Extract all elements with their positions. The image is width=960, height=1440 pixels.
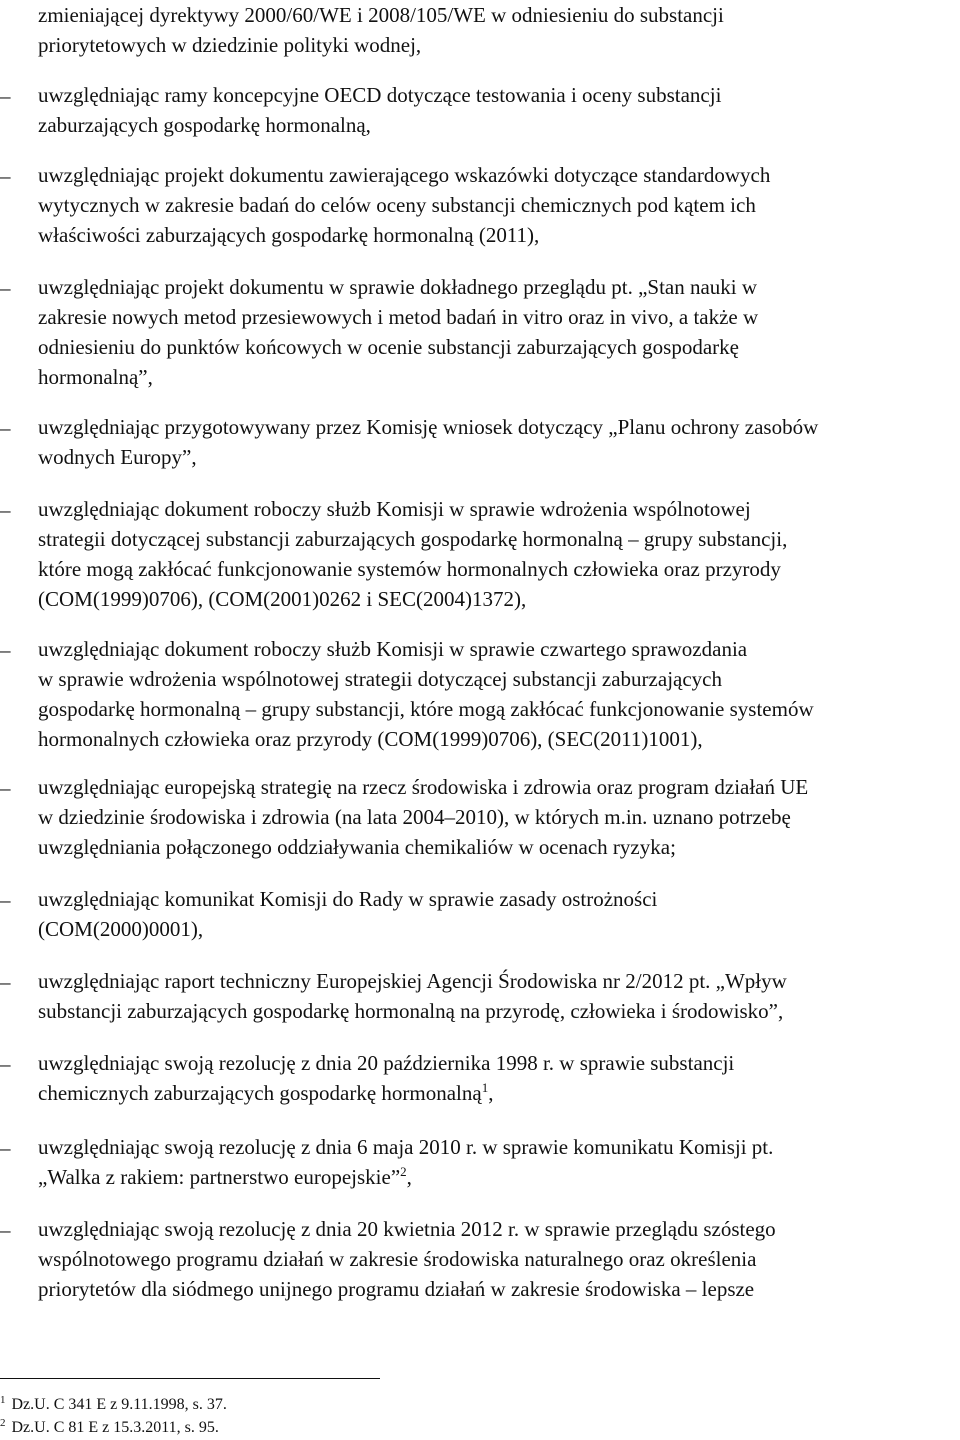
text-line: uwzględniania połączonego oddziaływania chemikaliów w ocenach ryzyka; [38, 835, 676, 859]
recital-text [38, 966, 958, 1026]
footnote-text: Dz.U. C 341 E z 9.11.1998, s. 37. [11, 1396, 227, 1413]
text-line: odniesieniu do punktów końcowych w ocenie substancji zaburzających gospodarkę [38, 335, 739, 359]
text-line [38, 1162, 958, 1192]
text-line: właściwości zaburzających gospodarkę hormonalną (2011), [38, 223, 540, 247]
recital-text [38, 772, 958, 862]
recital-text [38, 160, 958, 250]
recital-text [38, 412, 958, 472]
dash-marker: – [0, 1218, 11, 1242]
text-line: zakresie nowych metod przesiewowych i metod badań in vitro oraz in vivo, a także w [38, 305, 759, 329]
text-line: uwzględniając projekt dokumentu w sprawie dokładnego przeglądu pt. „Stan nauki w [38, 275, 758, 299]
dash-marker: – [0, 416, 11, 440]
text-line: wspólnotowego programu działań w zakresie środowiska naturalnego oraz określenia [38, 1247, 757, 1271]
recital-text [38, 884, 958, 944]
footnote [0, 1413, 219, 1438]
text-line: które mogą zakłócać funkcjonowanie systemów hormonalnych człowieka oraz przyrody [38, 557, 781, 581]
text-line: w sprawie wdrożenia wspólnotowej strategii dotyczącej substancji zaburzających [38, 667, 722, 691]
text-line: (COM(1999)0706), (COM(2001)0262 i SEC(2004)1372), [38, 587, 527, 611]
dash-marker: – [0, 970, 11, 994]
text-line: strategii dotyczącej substancji zaburzających gospodarkę hormonalną – grupy substancji, [38, 527, 788, 551]
recital-text [38, 1214, 958, 1304]
text-line: wodnych Europy”, [38, 445, 197, 469]
dash-marker: – [0, 888, 11, 912]
text-line: w dziedzinie środowiska i zdrowia (na lata 2004–2010), w których m.in. uznano potrzebę [38, 805, 791, 829]
dash-marker: – [0, 776, 11, 800]
text-line: wytycznych w zakresie badań do celów oceny substancji chemicznych pod kątem ich [38, 193, 756, 217]
footnote-ref[interactable]: 1 [481, 1080, 489, 1095]
text-line: uwzględniając komunikat Komisji do Rady w sprawie zasady ostrożności [38, 887, 658, 911]
dash-marker: – [0, 1136, 11, 1160]
footnote-ref[interactable]: 2 [400, 1164, 407, 1179]
recital-text [38, 494, 958, 614]
text-line: zaburzających gospodarkę hormonalną, [38, 113, 371, 137]
text-line: gospodarkę hormonalną – grupy substancji, które mogą zakłócać funkcjonowanie systemów [38, 697, 814, 721]
dash-marker: – [0, 1052, 11, 1076]
text-line: hormonalną”, [38, 365, 153, 389]
dash-marker: – [0, 84, 11, 108]
intro-line: zmieniającej dyrektywy 2000/60/WE i 2008/105/WE w odniesieniu do substancji [38, 3, 724, 27]
footnote-number: 1 [0, 1394, 6, 1406]
footnote-text: Dz.U. C 81 E z 15.3.2011, s. 95. [11, 1419, 219, 1436]
text-fragment: , [488, 1081, 494, 1105]
text-line: uwzględniając europejską strategię na rzecz środowiska i zdrowia oraz program działań UE [38, 775, 809, 799]
dash-marker: – [0, 498, 11, 522]
recital-text [38, 634, 958, 754]
text-fragment: „Walka z rakiem: partnerstwo europejskie” [38, 1165, 401, 1189]
text-fragment: chemicznych zaburzających gospodarkę hormonalną [38, 1081, 482, 1105]
footnote-separator [0, 1378, 380, 1379]
text-line: uwzględniając ramy koncepcyjne OECD dotyczące testowania i oceny substancji [38, 83, 722, 107]
dash-marker: – [0, 164, 11, 188]
text-line [38, 1078, 958, 1108]
text-line: uwzględniając dokument roboczy służb Komisji w sprawie czwartego sprawozdania [38, 637, 748, 661]
dash-marker: – [0, 276, 11, 300]
text-fragment: , [406, 1165, 412, 1189]
intro-paragraph [38, 0, 948, 60]
recital-text [38, 1048, 958, 1108]
footnote-number: 2 [0, 1417, 6, 1429]
text-line: substancji zaburzających gospodarkę hormonalną na przyrodę, człowieka i środowisko”, [38, 999, 784, 1023]
footnote [0, 1390, 227, 1415]
recital-text [38, 80, 958, 140]
text-line: uwzględniając swoją rezolucję z dnia 20 kwietnia 2012 r. w sprawie przeglądu szóstego [38, 1217, 776, 1241]
text-line: uwzględniając swoją rezolucję z dnia 20 października 1998 r. w sprawie substancji [38, 1051, 735, 1075]
recital-text [38, 1132, 958, 1192]
text-line: uwzględniając dokument roboczy służb Komisji w sprawie wdrożenia wspólnotowej [38, 497, 751, 521]
text-line: uwzględniając swoją rezolucję z dnia 6 maja 2010 r. w sprawie komunikatu Komisji pt. [38, 1135, 774, 1159]
text-line: (COM(2000)0001), [38, 917, 204, 941]
text-line: uwzględniając projekt dokumentu zawierającego wskazówki dotyczące standardowych [38, 163, 771, 187]
dash-marker: – [0, 638, 11, 662]
text-line: uwzględniając przygotowywany przez Komisję wniosek dotyczący „Planu ochrony zasobów [38, 415, 819, 439]
text-line: priorytetów dla siódmego unijnego programu działań w zakresie środowiska – lepsze [38, 1277, 755, 1301]
intro-line: priorytetowych w dziedzinie polityki wodnej, [38, 33, 422, 57]
text-line: uwzględniając raport techniczny Europejskiej Agencji Środowiska nr 2/2012 pt. „Wpływ [38, 969, 787, 993]
recital-text [38, 272, 958, 392]
text-line: hormonalnych człowieka oraz przyrody (COM(1999)0706), (SEC(2011)1001), [38, 727, 703, 751]
